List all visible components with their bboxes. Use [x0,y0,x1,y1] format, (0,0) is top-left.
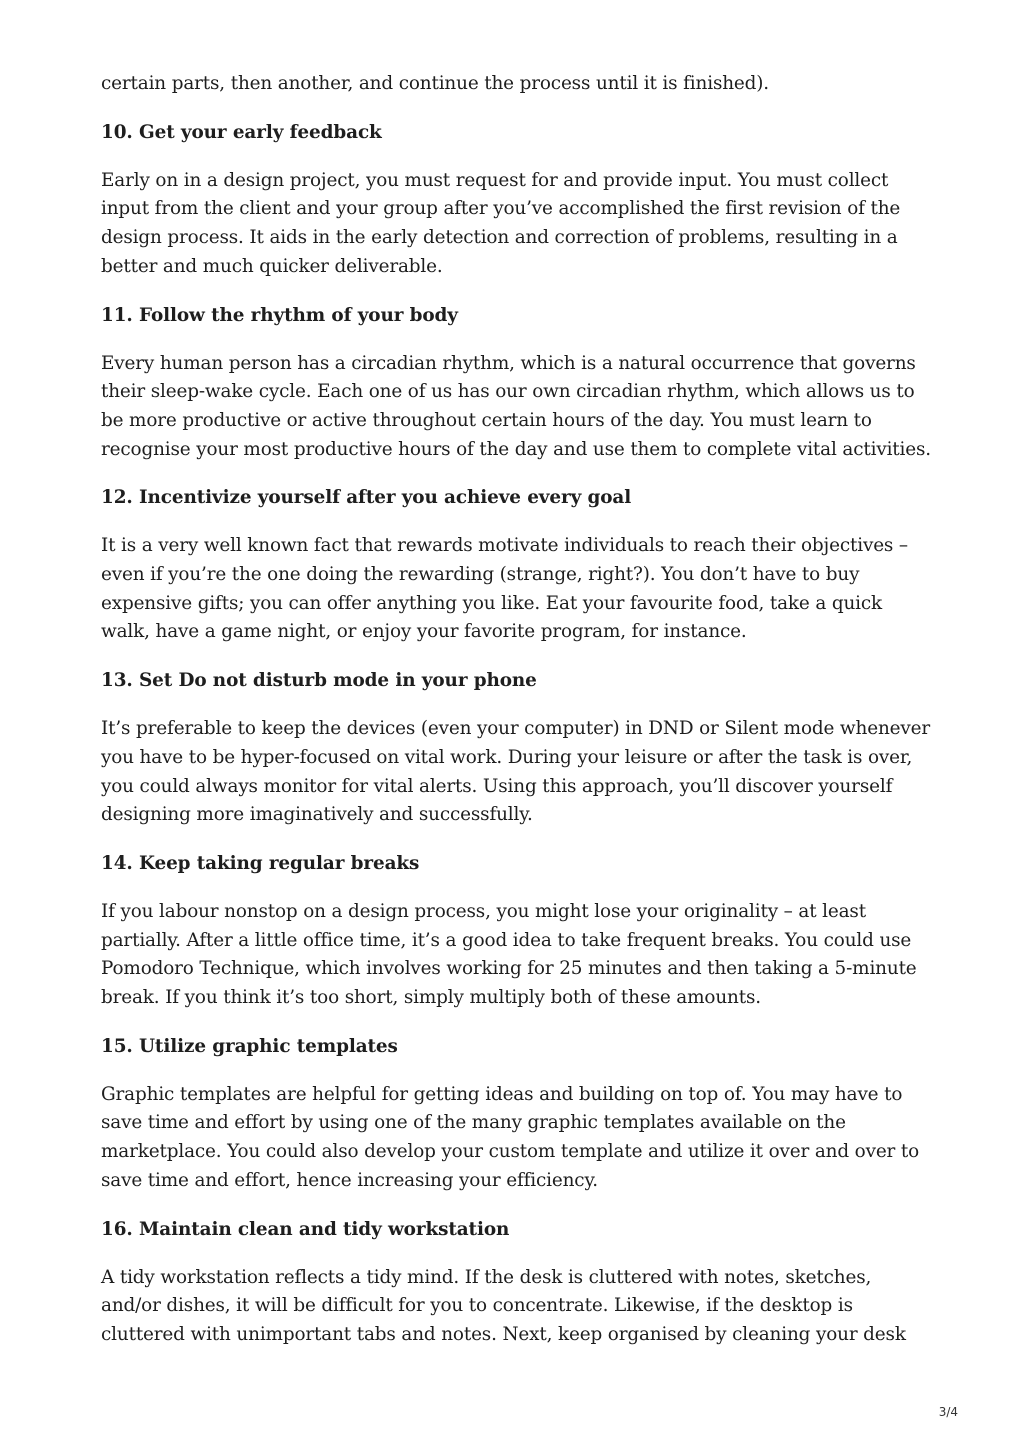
section-body-10: Early on in a design project, you must request for and provide input. You must collect input from the client and your group after you’ve accomplished the first revision of the design process. It aids in the early detection and correction of problems, resulting in a better and much quicker deliverable. [101,169,901,277]
document-page [101,70,931,1369]
page-number: 3/4 [938,1405,958,1419]
section-heading-10: 10. Get your early feedback [101,121,382,143]
section-heading-13: 13. Set Do not disturb mode in your phone [101,670,537,692]
section-heading-11: 11. Follow the rhythm of your body [101,304,458,326]
section-body-12: It is a very well known fact that rewards motivate individuals to reach their objectives – even if you’re the one doing the rewarding (strange, right?). You don’t have to buy expensive gifts; you can offer anything you like. Eat your favourite food, take a quick walk, have a game night, or enjoy your favorite program, for instance. [101,535,908,643]
section-body-14: If you labour nonstop on a design process, you might lose your originality – at least partially. After a little office time, it’s a good idea to take frequent breaks. You could use Pomodoro Technique, which involves working for 25 minutes and then taking a 5-minute break. If you think it’s too short, simply multiply both of these amounts. [101,900,917,1009]
section-body-15: Graphic templates are helpful for getting ideas and building on top of. You may have to save time and effort by using one of the many graphic templates available on the marketplace. You could also develop your custom template and utilize it over and over to save time and effort, hence increasing your efficiency. [101,1083,920,1191]
section-body-13: It’s preferable to keep the devices (even your computer) in DND or Silent mode whenever you have to be hyper-focused on vital work. During your leisure or after the task is over, you could always monitor for vital alerts. Using this approach, you’ll discover yourself designing more imaginatively and successfully. [101,718,930,826]
section-heading-16: 16. Maintain clean and tidy workstation [101,1218,510,1240]
section-heading-12: 12. Incentivize yourself after you achieve every goal [101,487,632,509]
section-heading-15: 15. Utilize graphic templates [101,1035,398,1057]
section-body-16: A tidy workstation reflects a tidy mind. If the desk is cluttered with notes, sketches, and/or dishes, it will be difficult for you to concentrate. Likewise, if the desktop is cluttered with unimportant tabs and notes. Next, keep organised by cleaning your desk [101,1266,906,1345]
intro-tail-paragraph: certain parts, then another, and continue the process until it is finished). [101,73,770,94]
section-body-11: Every human person has a circadian rhythm, which is a natural occurrence that governs their sleep-wake cycle. Each one of us has our own circadian rhythm, which allows us to be more productive or active throughout certain hours of the day. You must learn to recognise your most productive hours of the day and use them to complete vital activities. [101,352,932,460]
section-heading-14: 14. Keep taking regular breaks [101,852,420,874]
